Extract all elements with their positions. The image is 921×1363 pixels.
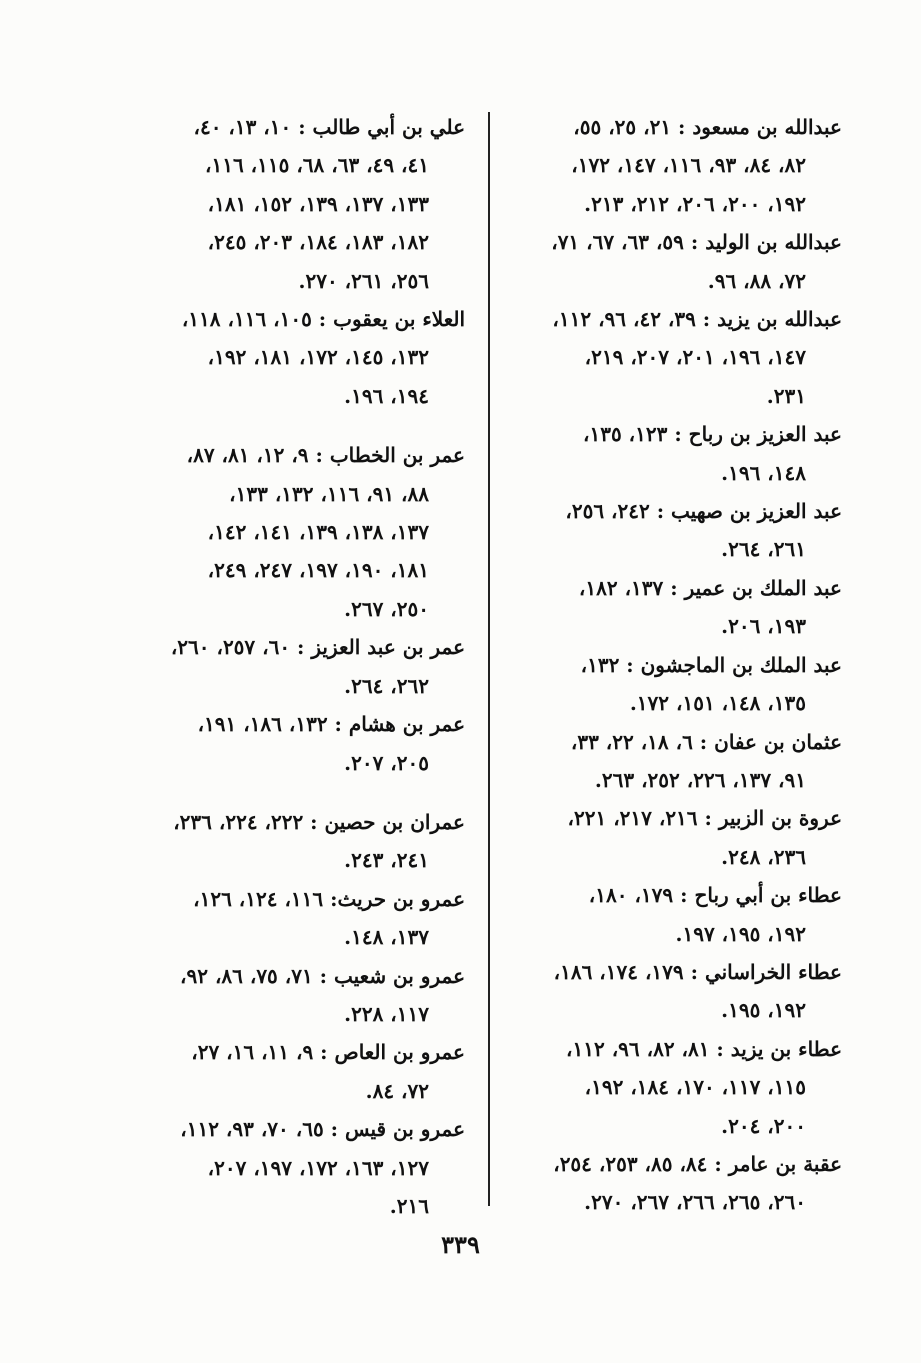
- entry-headword-line: عروة بن الزبير : ٢١٦، ٢١٧، ٢٢١،: [567, 806, 842, 831]
- entry-page-refs-line: ١١٧، ٢٢٨.: [344, 1001, 429, 1026]
- entry-page-refs-line: ٢٦٢، ٢٦٤.: [344, 673, 429, 698]
- group-spacer: [135, 415, 465, 436]
- entry-page-refs-line: ١١٥، ١١٧، ١٧٠، ١٨٤، ١٩٢،: [584, 1075, 806, 1100]
- index-group-umar: [135, 436, 465, 782]
- entry-page-refs-line: ٧٢، ٨٤.: [365, 1078, 429, 1103]
- entry-page-refs-line: ٢٦١، ٢٦٤.: [721, 537, 806, 562]
- entry-page-refs-line: ٢٣١.: [766, 383, 806, 408]
- entry-headword-line: عطاء بن أبي رباح : ١٧٩، ١٨٠،: [588, 883, 842, 908]
- entry-headword-line: عمران بن حصين : ٢٢٢، ٢٢٤، ٢٣٦،: [173, 809, 465, 834]
- entry-headword-line: عطاء الخراساني : ١٧٩، ١٧٤، ١٨٦،: [553, 959, 842, 984]
- entry-page-refs-line: ١٣٧، ١٣٨، ١٣٩، ١٤١، ١٤٢،: [207, 520, 429, 545]
- index-entry: [512, 953, 842, 1030]
- index-entry: [512, 415, 842, 492]
- entry-page-refs-line: ٢٦٠، ٢٦٥، ٢٦٦، ٢٦٧، ٢٧٠.: [584, 1190, 806, 1215]
- index-entry: [512, 223, 842, 300]
- entry-page-refs-line: ١٩٤، ١٩٦.: [344, 383, 429, 408]
- entry-headword-line: عمرو بن حريث: ١١٦، ١٢٤، ١٢٦،: [193, 886, 465, 911]
- index-entry: [512, 646, 842, 723]
- entry-page-refs-line: ١٩٢، ١٩٥.: [721, 998, 806, 1023]
- index-entry: [135, 300, 465, 415]
- entry-headword-line: عبد العزيز بن رباح : ١٢٣، ١٣٥،: [583, 422, 842, 447]
- entry-headword-line: عقبة بن عامر : ٨٤، ٨٥، ٢٥٣، ٢٥٤،: [553, 1151, 842, 1176]
- index-entry: [135, 628, 465, 705]
- entry-headword-line: عبدالله بن يزيد : ٣٩، ٤٢، ٩٦، ١١٢،: [552, 307, 842, 332]
- index-entry: [512, 569, 842, 646]
- entry-page-refs-line: ١٩٣، ٢٠٦.: [721, 614, 806, 639]
- entry-page-refs-line: ٢٤١، ٢٤٣.: [344, 848, 429, 873]
- entry-headword-line: عثمان بن عفان : ٦، ١٨، ٢٢، ٣٣،: [570, 729, 842, 754]
- entry-page-refs-line: ١٤٧، ١٩٦، ٢٠١، ٢٠٧، ٢١٩،: [584, 345, 806, 370]
- entry-headword-line: العلاء بن يعقوب : ١٠٥، ١١٦، ١١٨،: [181, 307, 465, 332]
- index-entry: [135, 108, 465, 300]
- index-entry: [135, 1033, 465, 1110]
- group-spacer: [135, 782, 465, 803]
- entry-headword-line: عمر بن الخطاب : ٩، ١٢، ٨١، ٨٧،: [186, 443, 465, 468]
- entry-page-refs-line: ٢٠٠، ٢٠٤.: [721, 1113, 806, 1138]
- entry-page-refs-line: ١٣٥، ١٤٨، ١٥١، ١٧٢.: [629, 691, 806, 716]
- index-group-ali: [135, 108, 465, 415]
- index-entry: [135, 436, 465, 628]
- entry-page-refs-line: ١٣٣، ١٣٧، ١٣٩، ١٥٢، ١٨١،: [207, 191, 429, 216]
- entry-headword-line: عبد الملك بن الماجشون : ١٣٢،: [580, 652, 842, 677]
- entry-page-refs-line: ١٣٢، ١٤٥، ١٧٢، ١٨١، ١٩٢،: [207, 345, 429, 370]
- column-divider: [488, 112, 490, 1206]
- page-number: ٣٣٩: [441, 1230, 480, 1259]
- index-entry: [512, 723, 842, 800]
- entry-headword-line: علي بن أبي طالب : ١٠، ١٣، ٤٠،: [193, 115, 465, 139]
- entry-headword-line: عمرو بن شعيب : ٧١، ٧٥، ٨٦، ٩٢،: [180, 963, 465, 988]
- entry-headword-line: عبد الملك بن عمير : ١٣٧، ١٨٢،: [578, 575, 842, 600]
- entry-page-refs-line: ٤١، ٤٩، ٦٣، ٦٨، ١١٥، ١١٦،: [205, 153, 429, 178]
- entry-headword-line: عمرو بن قيس : ٦٥، ٧٠، ٩٣، ١١٢،: [180, 1117, 465, 1142]
- index-entry: [512, 300, 842, 415]
- index-entry: [135, 957, 465, 1034]
- entry-headword-line: عمر بن عبد العزيز : ٦٠، ٢٥٧، ٢٦٠،: [170, 635, 465, 660]
- entry-page-refs-line: ١٨٢، ١٨٣، ١٨٤، ٢٠٣، ٢٤٥،: [207, 230, 429, 255]
- entry-page-refs-line: ٨٢، ٨٤، ٩٣، ١١٦، ١٤٧، ١٧٢،: [571, 153, 806, 178]
- entry-page-refs-line: ١٩٢، ٢٠٠، ٢٠٦، ٢١٢، ٢١٣.: [584, 191, 806, 216]
- entry-headword-line: عبدالله بن الوليد : ٥٩، ٦٣، ٦٧، ٧١،: [551, 230, 842, 255]
- entry-page-refs-line: ١٨١، ١٩٠، ١٩٧، ٢٤٧، ٢٤٩،: [207, 558, 429, 583]
- index-entry: [135, 880, 465, 957]
- entry-headword-line: عبد العزيز بن صهيب : ٢٤٢، ٢٥٦،: [565, 499, 842, 524]
- entry-headword-line: عطاء بن يزيد : ٨١، ٨٢، ٩٦، ١١٢،: [566, 1036, 842, 1061]
- index-entry: [512, 1145, 842, 1222]
- index-entry: [135, 1110, 465, 1225]
- entry-page-refs-line: ٩١، ١٣٧، ٢٢٦، ٢٥٢، ٢٦٣.: [594, 767, 806, 792]
- entry-page-refs-line: ٢٥٦، ٢٦١، ٢٧٠.: [298, 268, 429, 293]
- entry-page-refs-line: ٢٣٦، ٢٤٨.: [721, 844, 806, 869]
- index-entry: [512, 492, 842, 569]
- entry-page-refs-line: ٧٢، ٨٨، ٩٦.: [707, 268, 806, 293]
- entry-page-refs-line: ١٤٨، ١٩٦.: [721, 460, 806, 485]
- index-entry: [512, 876, 842, 953]
- entry-headword-line: عبدالله بن مسعود : ٢١، ٢٥، ٥٥،: [573, 115, 842, 139]
- index-group-amr: [135, 803, 465, 1225]
- entry-page-refs-line: ٢٠٥، ٢٠٧.: [344, 750, 429, 775]
- index-column-left: [135, 108, 465, 1225]
- index-entry: [512, 108, 842, 223]
- index-column-right: [512, 108, 842, 1222]
- entry-page-refs-line: ١٣٧، ١٤٨.: [344, 925, 429, 950]
- entry-page-refs-line: ٢٥٠، ٢٦٧.: [344, 596, 429, 621]
- index-entry: [135, 705, 465, 782]
- entry-page-refs-line: ٨٨، ٩١، ١١٦، ١٣٢، ١٣٣،: [229, 481, 429, 506]
- index-entry: [512, 1030, 842, 1145]
- index-entry: [135, 803, 465, 880]
- entry-headword-line: عمرو بن العاص : ٩، ١١، ١٦، ٢٧،: [191, 1040, 465, 1065]
- entry-page-refs-line: ١٩٢، ١٩٥، ١٩٧.: [675, 921, 806, 946]
- entry-page-refs-line: ٢١٦.: [389, 1193, 429, 1218]
- index-entry: [512, 799, 842, 876]
- entry-headword-line: عمر بن هشام : ١٣٢، ١٨٦، ١٩١،: [197, 712, 465, 737]
- entry-page-refs-line: ١٢٧، ١٦٣، ١٧٢، ١٩٧، ٢٠٧،: [207, 1155, 429, 1180]
